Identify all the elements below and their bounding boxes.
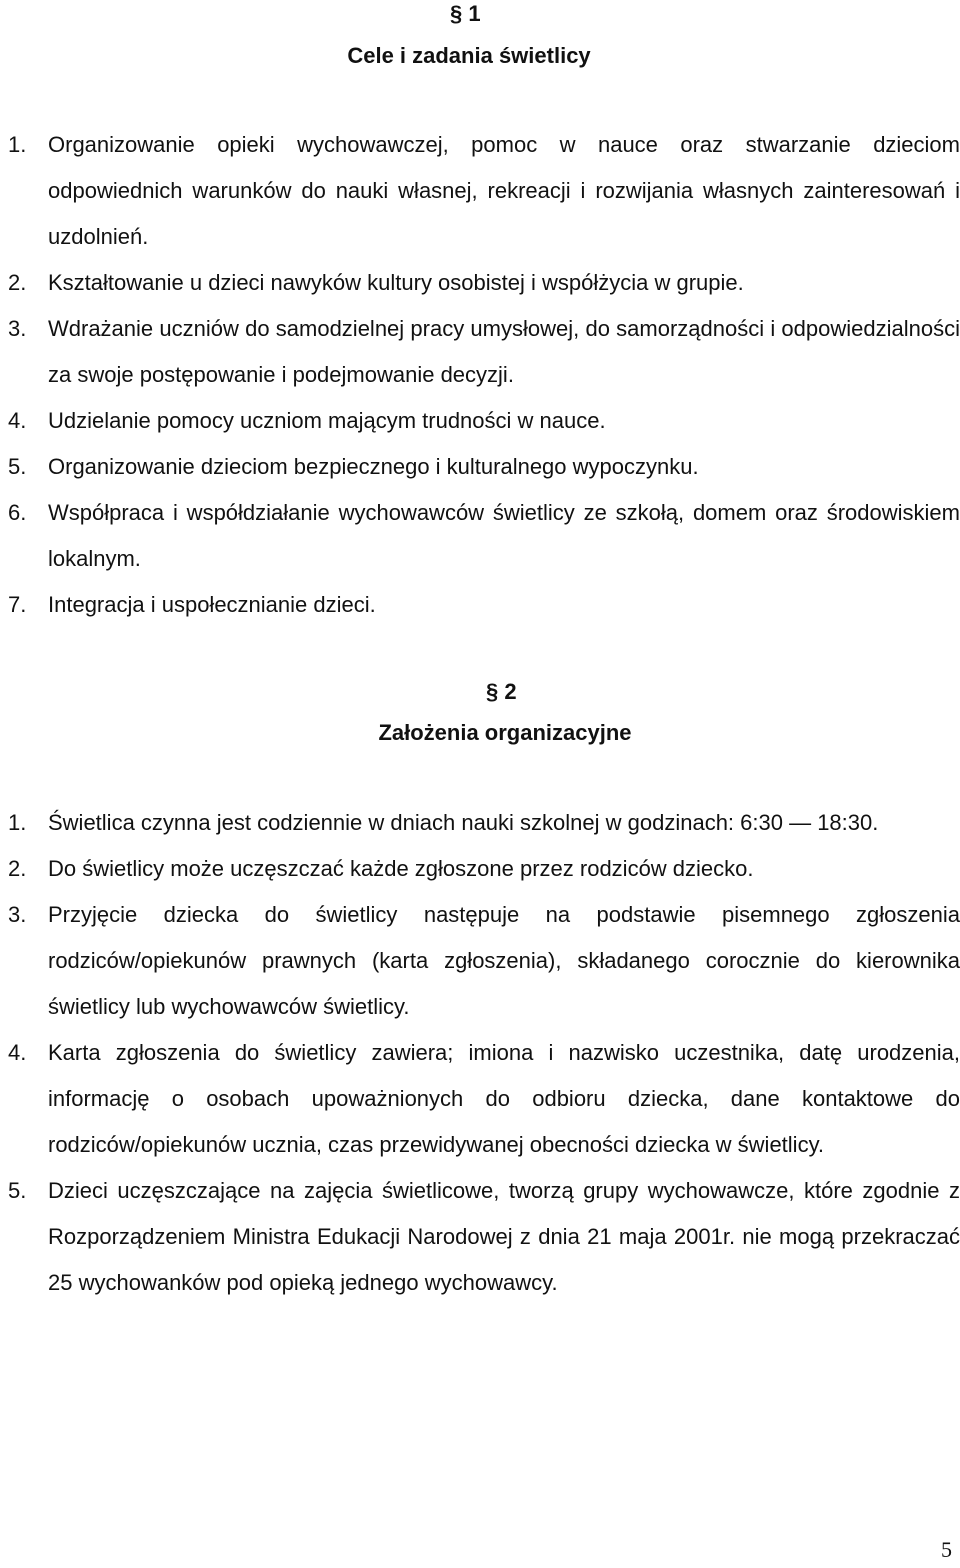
list-item-text: Kształtowanie u dzieci nawyków kultury osobistej i współżycia w grupie. [48, 270, 744, 295]
list-item [0, 490, 960, 582]
list-item [0, 306, 960, 398]
section-2-list [0, 800, 960, 1306]
list-item-number: 6. [8, 500, 27, 525]
list-item-text: Organizowanie opieki wychowawczej, pomoc w nauce oraz stwarzanie dzieciom odpowiednich warunków do nauki własnej, rekreacji i rozwijania własnych zainteresowań i uzdolnień. [48, 132, 960, 249]
list-item [0, 122, 960, 260]
page-number: 5 [941, 1537, 952, 1562]
list-item-number: 1. [8, 132, 27, 157]
list-item [0, 582, 960, 628]
list-item [0, 800, 960, 846]
section-2-mark: § 2 [486, 679, 517, 704]
list-item [0, 260, 960, 306]
list-item [0, 892, 960, 1030]
list-item-text: Do świetlicy może uczęszczać każde zgłoszone przez rodziców dziecko. [48, 856, 754, 881]
list-item [0, 1168, 960, 1306]
list-item-text: Dzieci uczęszczające na zajęcia świetlicowe, tworzą grupy wychowawcze, które zgodnie z Rozporządzeniem Ministra Edukacji Narodowej z dnia 21 maja 2001r. nie mogą przekraczać 25 wychowanków pod opieką jednego wychowawcy. [48, 1178, 960, 1295]
section-1-list [0, 122, 960, 628]
list-item-text: Udzielanie pomocy uczniom mającym trudności w nauce. [48, 408, 606, 433]
list-item-text: Współpraca i współdziałanie wychowawców świetlicy ze szkołą, domem oraz środowiskiem lokalnym. [48, 500, 960, 571]
list-item [0, 398, 960, 444]
list-item-number: 7. [8, 592, 27, 617]
list-item [0, 846, 960, 892]
list-item [0, 444, 960, 490]
section-1-title: Cele i zadania świetlicy [347, 43, 591, 68]
list-item-text: Świetlica czynna jest codziennie w dniach nauki szkolnej w godzinach: 6:30 — 18:30. [48, 810, 879, 835]
list-item-number: 5. [8, 1178, 27, 1203]
list-item-number: 4. [8, 1040, 27, 1065]
list-item-number: 2. [8, 856, 27, 881]
list-item-text: Integracja i uspołecznianie dzieci. [48, 592, 376, 617]
section-2-title: Założenia organizacyjne [378, 720, 632, 745]
list-item-number: 5. [8, 454, 27, 479]
list-item-number: 2. [8, 270, 27, 295]
list-item-number: 3. [8, 902, 27, 927]
list-item [0, 1030, 960, 1168]
section-1-mark: § 1 [450, 1, 481, 26]
list-item-text: Organizowanie dzieciom bezpiecznego i kulturalnego wypoczynku. [48, 454, 699, 479]
list-item-number: 4. [8, 408, 27, 433]
list-item-number: 3. [8, 316, 27, 341]
list-item-number: 1. [8, 810, 27, 835]
list-item-text: Wdrażanie uczniów do samodzielnej pracy umysłowej, do samorządności i odpowiedzialności za swoje postępowanie i podejmowanie decyzji. [48, 316, 960, 387]
list-item-text: Karta zgłoszenia do świetlicy zawiera; imiona i nazwisko uczestnika, datę urodzenia, informację o osobach upoważnionych do odbioru dziecka, dane kontaktowe do rodziców/opiekunów ucznia, czas przewidywanej obecności dziecka w świetlicy. [48, 1040, 960, 1157]
list-item-text: Przyjęcie dziecka do świetlicy następuje na podstawie pisemnego zgłoszenia rodziców/opiekunów prawnych (karta zgłoszenia), składanego corocznie do kierownika świetlicy lub wychowawców świetlicy. [48, 902, 960, 1019]
